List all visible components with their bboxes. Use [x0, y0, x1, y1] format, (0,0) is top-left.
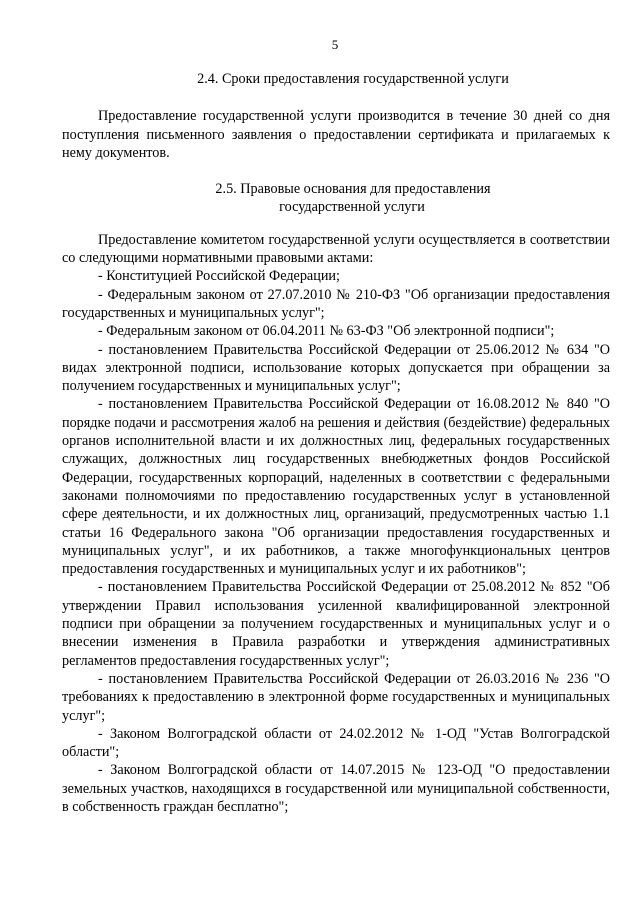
section-2-5-heading-line1: 2.5. Правовые основания для предоставления — [215, 181, 491, 198]
section-2-4-heading: 2.4. Сроки предоставления государственной услуги — [197, 71, 509, 87]
legal-act-item: - Федеральным законом от 06.04.2011 № 63-ФЗ "Об электронной подписи"; — [98, 323, 555, 340]
legal-act-item: - Федеральным законом от 27.07.2010 № 210-ФЗ "Об организации предоставления государственных и муниципальных услуг"; — [62, 286, 610, 321]
legal-act-item: - постановлением Правительства Российской Федерации от 25.08.2012 № 852 "Об утверждении Правил использования усиленной квалифицированной электронной подписи при обращении за получением государственных и муниципальных услуг и о внесении изменения в Правила разработки и утверждения административных регламентов предоставления государственных услуг"; — [62, 579, 610, 669]
legal-act-item: - постановлением Правительства Российской Федерации от 25.06.2012 № 634 "О видах электронной подписи, использование которых допускается при обращении за получением государственных и муниципальных услуг"; — [62, 341, 610, 395]
legal-act-item: - Конституцией Российской Федерации; — [98, 268, 340, 285]
legal-act-item: - постановлением Правительства Российской Федерации от 16.08.2012 № 840 "О порядке подачи и рассмотрения жалоб на решения и действия (бездействие) федеральных органов исполнительной власти и их должностных лиц, федеральных государственных служащих, должностных лиц государственных внебюджетных фондов Российской Федерации, государственных корпораций, наделенных в соответствии с федеральными законами полномочиями по предоставлению государственных услуг в установленной сфере деятельности, и их должностных лиц, организаций, предусмотренных частью 1.1 статьи 16 Федерального закона "Об организации предоставления государственных и муниципальных услуг", и их работников, а также многофункциональных центров предоставления государственных и муниципальных услуг и их работников"; — [62, 396, 610, 578]
legal-act-item: - Законом Волгоградской области от 24.02.2012 № 1-ОД "Устав Волгоградской области"; — [62, 725, 610, 761]
legal-act-item: - Законом Волгоградской области от 14.07.2015 № 123-ОД "О предоставлении земельных участков, находящихся в государственной или муниципальной собственности, в собственность граждан бесплатно"; — [62, 762, 610, 815]
document-body — [62, 70, 610, 816]
section-2-5-heading-line2: государственной услуги — [279, 199, 425, 216]
section-2-4-paragraph: Предоставление государственной услуги производится в течение 30 дней со дня поступления письменного заявления о предоставлении сертификата и прилагаемых к нему документов. — [62, 108, 610, 161]
section-2-5-intro: Предоставление комитетом государственной услуги осуществляется в соответствии со следующими нормативными правовыми актами: — [62, 231, 610, 267]
legal-act-item: - постановлением Правительства Российской Федерации от 26.03.2016 № 236 "О требованиях к предоставлению в электронной форме государственных и муниципальных услуг"; — [62, 670, 610, 724]
page-number: 5 — [331, 37, 339, 52]
